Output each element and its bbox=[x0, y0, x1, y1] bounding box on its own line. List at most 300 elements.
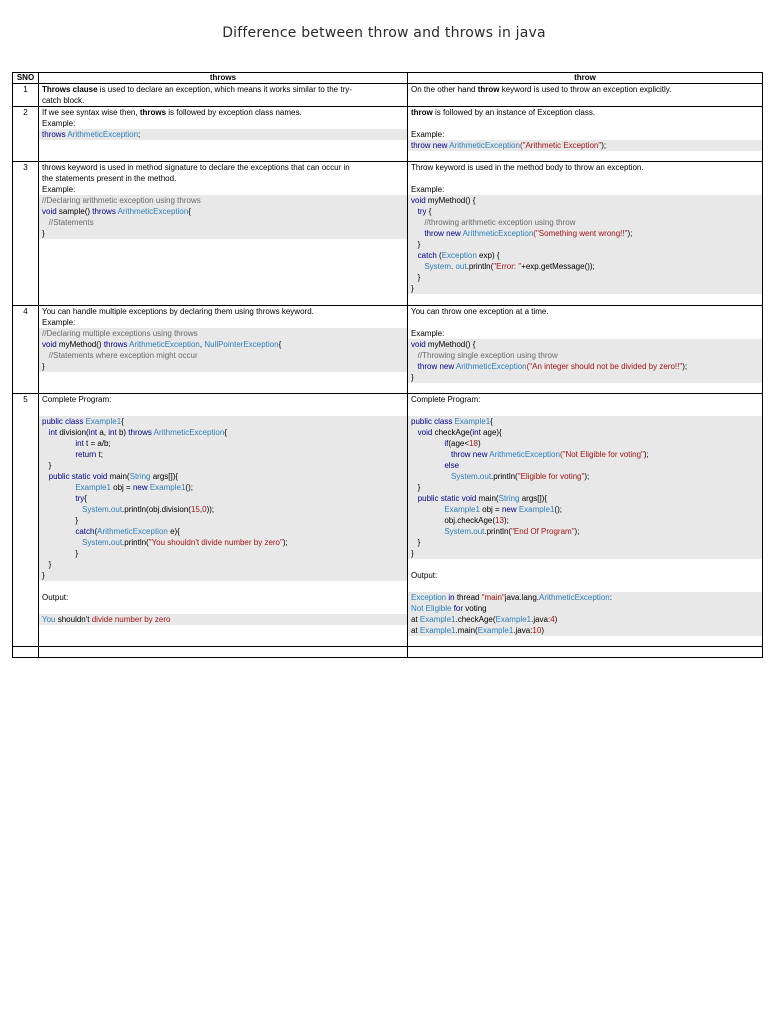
text-span: . bbox=[471, 527, 474, 536]
text-span: int bbox=[42, 428, 60, 437]
code-line bbox=[39, 449, 407, 460]
text-span: { bbox=[224, 428, 227, 437]
code-line bbox=[408, 482, 762, 493]
code-line bbox=[408, 515, 762, 526]
text-span: b) bbox=[118, 428, 129, 437]
text-span: } bbox=[411, 284, 414, 293]
text-span: ) bbox=[477, 439, 481, 448]
code-line bbox=[39, 614, 407, 625]
text-span: Example1 bbox=[419, 615, 456, 624]
code-line bbox=[408, 195, 762, 206]
text-span: else bbox=[411, 461, 460, 470]
text-span: throws bbox=[42, 130, 68, 139]
code-line bbox=[39, 339, 407, 350]
code-line bbox=[39, 416, 407, 427]
text-span: ArithmeticException bbox=[462, 229, 534, 238]
text-span: keyword is used to throw an exception explicitly. bbox=[501, 85, 672, 94]
text-span: catch bbox=[42, 527, 95, 536]
text-span: catch block. bbox=[42, 96, 85, 105]
text-span: Example1 bbox=[149, 483, 186, 492]
text-span: ); bbox=[627, 229, 633, 238]
text-span: new bbox=[132, 483, 150, 492]
text-span: (age< bbox=[448, 439, 470, 448]
row-number: 4 bbox=[13, 306, 39, 394]
throw-cell bbox=[408, 84, 763, 107]
text-span: public static void bbox=[411, 494, 479, 503]
code-line bbox=[39, 537, 407, 548]
text-line bbox=[42, 306, 404, 317]
text-span: } bbox=[411, 549, 414, 558]
text-span: int bbox=[472, 428, 484, 437]
text-span: public class bbox=[411, 417, 455, 426]
code-line bbox=[39, 548, 407, 559]
text-span: in bbox=[448, 593, 457, 602]
text-span: ); bbox=[682, 362, 688, 371]
text-span: try bbox=[411, 207, 429, 216]
text-span: ( bbox=[439, 251, 442, 260]
text-span: ("Something went wrong!!" bbox=[533, 229, 628, 238]
text-span: //Declaring multiple exceptions using throws bbox=[42, 329, 198, 338]
text-span: "You shouldn't divide number by zero" bbox=[148, 538, 283, 547]
text-span: } bbox=[42, 516, 79, 525]
text-span: throws bbox=[139, 108, 169, 117]
code-line bbox=[408, 250, 762, 261]
code-line bbox=[408, 471, 762, 482]
text-span: Output: bbox=[42, 593, 69, 602]
text-span: , bbox=[199, 340, 205, 349]
text-span: obj.checkAge( bbox=[411, 516, 496, 525]
table-row bbox=[13, 306, 763, 394]
text-span: is used to declare an exception, which means it works similar to the try- bbox=[99, 85, 352, 94]
throw-cell bbox=[408, 394, 763, 647]
text-line bbox=[42, 394, 404, 405]
text-span: ); bbox=[503, 516, 509, 525]
text-span: //Declaring arithmetic exception using throws bbox=[42, 196, 201, 205]
code-line bbox=[408, 372, 762, 383]
throws-cell bbox=[39, 306, 408, 394]
text-line bbox=[411, 162, 759, 173]
text-span: is followed by an instance of Exception class. bbox=[435, 108, 596, 117]
text-line bbox=[411, 570, 759, 581]
throws-cell bbox=[39, 84, 408, 107]
text-span: ); bbox=[574, 527, 580, 536]
code-line bbox=[39, 427, 407, 438]
text-span: void bbox=[42, 340, 59, 349]
text-span: java.lang. bbox=[504, 593, 539, 602]
text-span: throws keyword is used in method signature to declare the exceptions that can occur in bbox=[42, 163, 350, 172]
text-span: } bbox=[42, 560, 52, 569]
text-line bbox=[42, 184, 404, 195]
text-span: void bbox=[42, 207, 59, 216]
table-row bbox=[13, 107, 763, 162]
text-line bbox=[411, 173, 759, 184]
text-span: throws bbox=[92, 207, 118, 216]
text-span: //Statements where exception might occur bbox=[42, 351, 198, 360]
text-span: void bbox=[411, 428, 435, 437]
text-span: 0 bbox=[202, 505, 207, 514]
text-span: .println( bbox=[491, 472, 518, 481]
text-span: } bbox=[42, 461, 52, 470]
text-span: } bbox=[411, 240, 421, 249]
header-throws: throws bbox=[39, 73, 408, 84]
text-span: public class bbox=[42, 417, 86, 426]
text-span: int bbox=[42, 439, 87, 448]
text-span: .println( bbox=[122, 538, 149, 547]
text-span: ArithmeticException bbox=[97, 527, 171, 536]
text-span: String bbox=[129, 472, 153, 481]
text-span: . bbox=[477, 472, 480, 481]
table-row bbox=[13, 162, 763, 306]
text-span: shouldn't bbox=[57, 615, 92, 624]
text-span: int bbox=[108, 428, 119, 437]
text-span: Example1 bbox=[477, 626, 514, 635]
code-line bbox=[408, 350, 762, 361]
text-span: is followed by exception class names. bbox=[168, 108, 302, 117]
text-span: ArithmeticException bbox=[129, 340, 200, 349]
text-span: Output: bbox=[411, 571, 438, 580]
text-span: .java: bbox=[513, 626, 533, 635]
text-span: myMethod() bbox=[58, 340, 104, 349]
table-row bbox=[13, 84, 763, 107]
text-span: If we see syntax wise then, bbox=[42, 108, 140, 117]
text-span: System bbox=[411, 527, 472, 536]
text-line bbox=[42, 405, 404, 416]
text-span: You can handle multiple exceptions by declaring them using throws keyword. bbox=[42, 307, 314, 316]
row-number: 2 bbox=[13, 107, 39, 162]
code-line bbox=[408, 460, 762, 471]
row-number: 5 bbox=[13, 394, 39, 647]
text-span: "Error: " bbox=[493, 262, 522, 271]
text-span: ArithmeticException bbox=[117, 207, 189, 216]
text-span: ) bbox=[554, 615, 558, 624]
text-span: throw bbox=[411, 108, 435, 117]
text-span: Complete Program: bbox=[411, 395, 481, 404]
text-span: System bbox=[411, 262, 452, 271]
code-line bbox=[408, 217, 762, 228]
text-span: (); bbox=[185, 483, 193, 492]
text-span: Example1 bbox=[495, 615, 532, 624]
text-line bbox=[42, 84, 404, 95]
text-span: at bbox=[411, 626, 420, 635]
text-span: } bbox=[411, 483, 421, 492]
code-line bbox=[408, 603, 762, 614]
text-span: void bbox=[411, 340, 428, 349]
text-span: ArithmeticException bbox=[67, 130, 139, 139]
empty-cell bbox=[39, 647, 408, 658]
code-line bbox=[408, 592, 762, 603]
text-line bbox=[411, 317, 759, 328]
code-line bbox=[408, 493, 762, 504]
text-span: { bbox=[490, 417, 493, 426]
code-line bbox=[39, 438, 407, 449]
row-number: 1 bbox=[13, 84, 39, 107]
text-span: ArithmeticException bbox=[153, 428, 225, 437]
code-line bbox=[39, 526, 407, 537]
text-line bbox=[42, 173, 404, 184]
text-span: ( bbox=[94, 527, 98, 536]
text-span: .println( bbox=[466, 262, 494, 271]
text-span: public static void bbox=[42, 472, 110, 481]
text-span: throw new bbox=[411, 229, 463, 238]
code-line bbox=[408, 416, 762, 427]
text-span: a, bbox=[99, 428, 109, 437]
text-span: Example: bbox=[42, 318, 76, 327]
text-span: +exp.getMessage()); bbox=[521, 262, 595, 271]
text-span: Example: bbox=[411, 185, 445, 194]
text-span: ArithmeticException bbox=[539, 593, 610, 602]
text-span: sample() bbox=[58, 207, 93, 216]
text-span: e){ bbox=[170, 527, 180, 536]
code-line bbox=[39, 328, 407, 339]
code-line bbox=[408, 339, 762, 350]
text-span: out bbox=[473, 527, 485, 536]
text-span: myMethod() { bbox=[427, 340, 476, 349]
text-span: . bbox=[451, 262, 456, 271]
code-line bbox=[408, 140, 762, 151]
code-line bbox=[408, 614, 762, 625]
text-span: int bbox=[88, 428, 100, 437]
code-line bbox=[408, 361, 762, 372]
text-span: Exception bbox=[411, 593, 449, 602]
code-line bbox=[408, 449, 762, 460]
text-span: .println(obj.division( bbox=[122, 505, 191, 514]
text-span: throw new bbox=[411, 362, 456, 371]
code-line bbox=[39, 195, 407, 206]
code-line bbox=[408, 283, 762, 294]
text-span: "Eligible for voting" bbox=[517, 472, 585, 481]
text-span: System bbox=[411, 472, 478, 481]
throws-cell bbox=[39, 394, 408, 647]
text-span: 15 bbox=[190, 505, 200, 514]
text-span: { bbox=[428, 207, 432, 216]
text-span: Example: bbox=[411, 329, 445, 338]
text-span: throws bbox=[128, 428, 154, 437]
text-span: Example1 bbox=[419, 626, 456, 635]
table-row bbox=[13, 394, 763, 647]
table-row-empty bbox=[13, 647, 763, 658]
text-span: )); bbox=[206, 505, 215, 514]
text-span: } bbox=[411, 273, 421, 282]
throw-cell bbox=[408, 162, 763, 306]
code-line bbox=[408, 625, 762, 636]
text-line bbox=[42, 118, 404, 129]
empty-cell bbox=[13, 647, 39, 658]
text-line bbox=[411, 118, 759, 129]
text-span: On the other hand bbox=[411, 85, 478, 94]
text-span: //Statements bbox=[42, 218, 94, 227]
text-line bbox=[42, 107, 404, 118]
text-line bbox=[411, 84, 759, 95]
text-span: } bbox=[42, 362, 45, 371]
text-span: throws bbox=[103, 340, 130, 349]
text-span: main( bbox=[109, 472, 130, 481]
text-span: age){ bbox=[483, 428, 502, 437]
text-span: ; bbox=[138, 130, 141, 139]
throws-cell bbox=[39, 162, 408, 306]
text-line bbox=[411, 394, 759, 405]
text-span: ("Arithmetic Exception" bbox=[519, 141, 602, 150]
table-header-row bbox=[13, 73, 763, 84]
text-span: throw new bbox=[411, 450, 490, 459]
text-span: "End Of Program" bbox=[511, 527, 575, 536]
text-span: //Throwing single exception using throw bbox=[411, 351, 558, 360]
text-span: out bbox=[110, 538, 123, 547]
text-line bbox=[411, 129, 759, 140]
text-span: { bbox=[188, 207, 191, 216]
text-span: obj = bbox=[113, 483, 133, 492]
code-line bbox=[408, 206, 762, 217]
text-span: throw new bbox=[411, 141, 450, 150]
text-span: Example: bbox=[411, 130, 445, 139]
code-line bbox=[39, 559, 407, 570]
text-span: 10 bbox=[532, 626, 542, 635]
code-line bbox=[39, 471, 407, 482]
code-line bbox=[408, 537, 762, 548]
empty-cell bbox=[408, 647, 763, 658]
text-span: ); bbox=[584, 472, 590, 481]
text-span: division( bbox=[59, 428, 89, 437]
code-line bbox=[39, 350, 407, 361]
text-span: Example1 bbox=[454, 417, 491, 426]
text-span: t; bbox=[98, 450, 103, 459]
text-span: main( bbox=[478, 494, 499, 503]
text-line bbox=[411, 581, 759, 592]
text-span: Example1 bbox=[518, 505, 555, 514]
text-line bbox=[42, 581, 404, 592]
text-span: 13 bbox=[495, 516, 504, 525]
text-span: 18 bbox=[469, 439, 478, 448]
code-line bbox=[39, 206, 407, 217]
text-span: ArithmeticException bbox=[449, 141, 520, 150]
text-span: thread bbox=[456, 593, 482, 602]
text-span: } bbox=[42, 571, 45, 580]
throws-cell bbox=[39, 107, 408, 162]
code-line bbox=[39, 493, 407, 504]
text-span: checkAge( bbox=[434, 428, 473, 437]
text-line bbox=[411, 328, 759, 339]
text-span: ); bbox=[601, 141, 607, 150]
text-span: t = a/b; bbox=[86, 439, 111, 448]
text-span: catch bbox=[411, 251, 440, 260]
text-line bbox=[42, 162, 404, 173]
text-span: , bbox=[199, 505, 203, 514]
text-span: Throw keyword is used in the method body to throw an exception. bbox=[411, 163, 644, 172]
text-span: at bbox=[411, 615, 420, 624]
code-line bbox=[408, 261, 762, 272]
text-span: myMethod() { bbox=[427, 196, 476, 205]
code-line bbox=[408, 427, 762, 438]
text-span: } bbox=[42, 229, 45, 238]
text-span: out bbox=[455, 262, 467, 271]
text-span: (); bbox=[554, 505, 562, 514]
text-span: "main" bbox=[481, 593, 505, 602]
header-sno: SNO bbox=[13, 73, 39, 84]
code-line bbox=[408, 504, 762, 515]
text-span: Example1 bbox=[411, 505, 483, 514]
text-span: ("Not Eligible for voting" bbox=[559, 450, 644, 459]
code-line bbox=[39, 361, 407, 372]
text-span: exp) { bbox=[479, 251, 500, 260]
text-span: .java: bbox=[531, 615, 551, 624]
text-span: ); bbox=[643, 450, 649, 459]
text-span: System bbox=[42, 538, 109, 547]
text-span: for bbox=[453, 604, 466, 613]
text-span: Throws clause bbox=[42, 85, 100, 94]
text-span: ); bbox=[282, 538, 288, 547]
text-span: .checkAge( bbox=[455, 615, 496, 624]
text-span: { bbox=[278, 340, 282, 349]
text-span: ArithmeticException bbox=[489, 450, 560, 459]
text-span: void bbox=[411, 196, 428, 205]
page-title: Difference between throw and throws in java bbox=[222, 25, 546, 41]
code-line bbox=[39, 217, 407, 228]
text-span: } bbox=[411, 373, 414, 382]
text-span: ("An integer should not be divided by zero!!" bbox=[526, 362, 683, 371]
text-span: args[]){ bbox=[152, 472, 179, 481]
text-span: throw bbox=[477, 85, 502, 94]
text-span: if bbox=[411, 439, 449, 448]
code-line bbox=[408, 526, 762, 537]
text-span: args[]){ bbox=[521, 494, 548, 503]
text-span: You can throw one exception at a time. bbox=[411, 307, 549, 316]
row-number: 3 bbox=[13, 162, 39, 306]
text-span: //throwing arithmetic exception using throw bbox=[411, 218, 576, 227]
text-span: out bbox=[110, 505, 123, 514]
text-line bbox=[42, 603, 404, 614]
code-line bbox=[39, 228, 407, 239]
text-span: } bbox=[411, 538, 421, 547]
text-line bbox=[42, 317, 404, 328]
text-span: new bbox=[501, 505, 519, 514]
text-span: . bbox=[108, 538, 111, 547]
text-span: divide number by zero bbox=[91, 615, 171, 624]
text-span: 4 bbox=[550, 615, 555, 624]
text-span: . bbox=[108, 505, 111, 514]
text-span: Example1 bbox=[42, 483, 114, 492]
text-line bbox=[411, 184, 759, 195]
text-line bbox=[411, 559, 759, 570]
text-span: : bbox=[609, 593, 612, 602]
text-span: Exception bbox=[441, 251, 480, 260]
text-line bbox=[42, 592, 404, 603]
throw-cell bbox=[408, 107, 763, 162]
text-span: System bbox=[42, 505, 109, 514]
text-span: String bbox=[498, 494, 522, 503]
text-span: the statements present in the method. bbox=[42, 174, 177, 183]
text-span: obj = bbox=[482, 505, 502, 514]
text-span: You bbox=[42, 615, 58, 624]
code-line bbox=[408, 228, 762, 239]
text-span: voting bbox=[465, 604, 487, 613]
text-span: ) bbox=[541, 626, 544, 635]
code-line bbox=[39, 482, 407, 493]
text-span: .println( bbox=[484, 527, 512, 536]
text-span: { bbox=[84, 494, 87, 503]
text-span: Complete Program: bbox=[42, 395, 112, 404]
text-span: } bbox=[42, 549, 79, 558]
text-line bbox=[42, 95, 404, 106]
text-span: Not Eligible bbox=[411, 604, 454, 613]
code-line bbox=[39, 570, 407, 581]
code-line bbox=[408, 548, 762, 559]
code-line bbox=[408, 272, 762, 283]
text-span: Example1 bbox=[85, 417, 122, 426]
code-line bbox=[408, 438, 762, 449]
code-line bbox=[39, 460, 407, 471]
text-span: return bbox=[42, 450, 99, 459]
text-span: NullPointerException bbox=[204, 340, 279, 349]
text-span: out bbox=[479, 472, 492, 481]
